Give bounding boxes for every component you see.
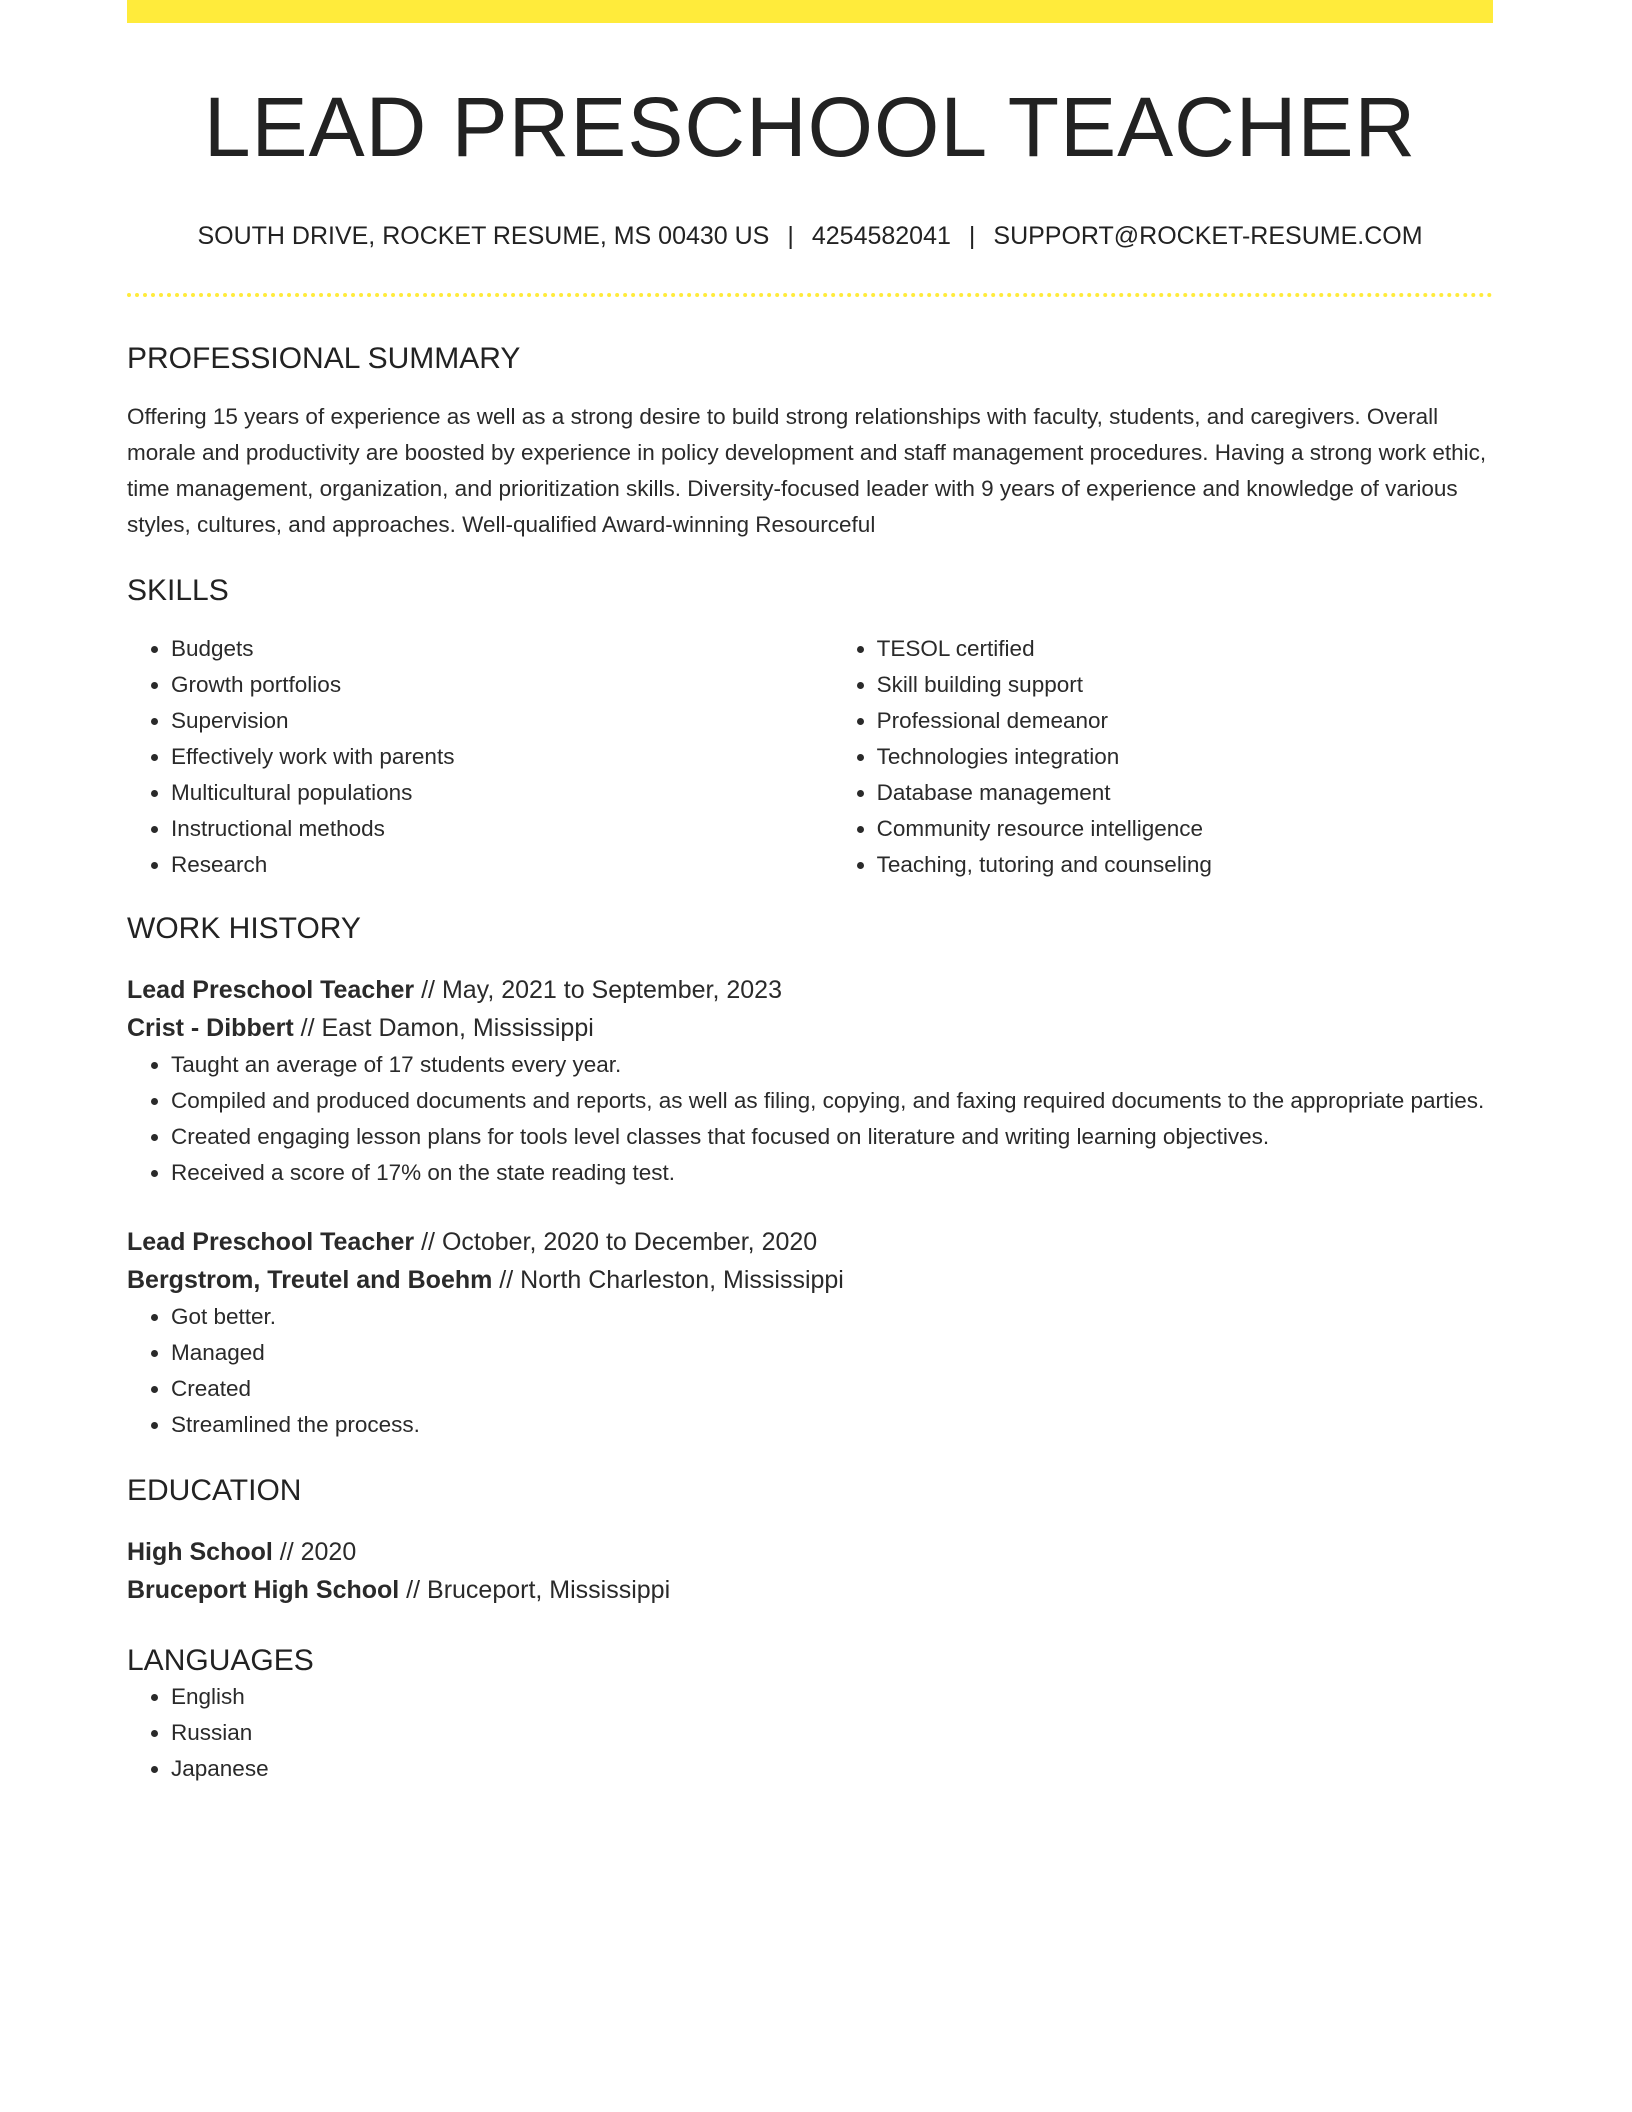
- skill-item: • Skill building support: [877, 667, 1493, 703]
- job-entry: [127, 971, 1493, 1191]
- section-heading-languages: LANGUAGES: [127, 1644, 314, 1678]
- education-year: // 2020: [272, 1538, 357, 1567]
- job-title: Lead Preschool Teacher: [127, 1228, 415, 1257]
- job-entry: [127, 1223, 1493, 1443]
- job-bullet: • Created engaging lesson plans for tools level classes that focused on literature and writing learning objectives.: [171, 1119, 1493, 1155]
- education-school-line: [127, 1571, 1493, 1609]
- contact-address: SOUTH DRIVE, ROCKET RESUME, MS 00430 US: [197, 222, 770, 251]
- job-bullet: • Received a score of 17% on the state reading test.: [171, 1155, 1493, 1191]
- job-dates: // October, 2020 to December, 2020: [414, 1228, 818, 1257]
- skill-item: • Multicultural populations: [171, 775, 833, 811]
- accent-top-bar: [127, 0, 1493, 23]
- contact-phone: 4254582041: [811, 222, 951, 251]
- job-bullets: [127, 1047, 1493, 1191]
- contact-separator: |: [787, 222, 794, 251]
- skill-item: • Growth portfolios: [171, 667, 833, 703]
- job-location: // North Charleston, Mississippi: [492, 1266, 844, 1295]
- job-employer-line: [127, 1261, 1493, 1299]
- education-degree-line: [127, 1533, 1493, 1571]
- education-degree: High School: [127, 1538, 273, 1567]
- dotted-divider: [127, 293, 1493, 297]
- job-bullet: • Compiled and produced documents and reports, as well as filing, copying, and faxing required documents to the appropriate parties.: [171, 1083, 1493, 1119]
- job-title-line: [127, 971, 1493, 1009]
- skills-list-left: [127, 631, 833, 883]
- job-bullet: • Got better.: [171, 1299, 1493, 1335]
- skill-item: • Instructional methods: [171, 811, 833, 847]
- resume-page: [127, 0, 1493, 1787]
- job-dates: // May, 2021 to September, 2023: [414, 976, 782, 1005]
- education-location: // Bruceport, Mississippi: [399, 1576, 671, 1605]
- section-heading-summary: PROFESSIONAL SUMMARY: [127, 342, 521, 376]
- job-employer: Bergstrom, Treutel and Boehm: [127, 1266, 493, 1295]
- job-employer-line: [127, 1009, 1493, 1047]
- language-item: • English: [171, 1679, 1493, 1715]
- summary-text: Offering 15 years of experience as well as a strong desire to build strong relationships with faculty, students, and caregivers. Overall morale and productivity are boosted by experience in policy development and staff management procedures. Having a strong work ethic, time management, organization, and prioritization skills. Diversity-focused leader with 9 years of experience and knowledge of various styles, cultures, and approaches. Well-qualified Award-winning Resourceful: [127, 404, 1487, 538]
- job-bullet: • Taught an average of 17 students every year.: [171, 1047, 1493, 1083]
- skill-item: • Budgets: [171, 631, 833, 667]
- section-heading-skills: SKILLS: [127, 574, 229, 608]
- job-bullet: • Created: [171, 1371, 1493, 1407]
- skill-item: • Technologies integration: [877, 739, 1493, 775]
- job-employer: Crist - Dibbert: [127, 1014, 294, 1043]
- contact-separator: |: [968, 222, 976, 251]
- skill-item: • Effectively work with parents: [171, 739, 833, 775]
- section-heading-education: EDUCATION: [127, 1474, 302, 1508]
- education-school: Bruceport High School: [127, 1576, 400, 1605]
- language-item: • Russian: [171, 1715, 1493, 1751]
- skill-item: • Teaching, tutoring and counseling: [877, 847, 1493, 883]
- job-bullet: • Managed: [171, 1335, 1493, 1371]
- job-location: // East Damon, Mississippi: [293, 1014, 594, 1043]
- job-title-line: [127, 1223, 1493, 1261]
- skill-item: • Database management: [877, 775, 1493, 811]
- skill-item: • Community resource intelligence: [877, 811, 1493, 847]
- languages-list: [127, 1679, 1493, 1787]
- language-item: • Japanese: [171, 1751, 1493, 1787]
- job-bullets: [127, 1299, 1493, 1443]
- skill-item: • Professional demeanor: [877, 703, 1493, 739]
- contact-email: SUPPORT@ROCKET-RESUME.COM: [993, 222, 1423, 251]
- skills-grid: [127, 631, 1493, 883]
- skill-item: • TESOL certified: [877, 631, 1493, 667]
- section-heading-work: WORK HISTORY: [127, 912, 361, 946]
- skill-item: • Research: [171, 847, 833, 883]
- job-bullet: • Streamlined the process.: [171, 1407, 1493, 1443]
- resume-name: LEAD PRESCHOOL TEACHER: [203, 80, 1417, 174]
- contact-line: [127, 221, 1493, 251]
- skills-list-right: [833, 631, 1493, 883]
- skill-item: • Supervision: [171, 703, 833, 739]
- job-title: Lead Preschool Teacher: [127, 976, 415, 1005]
